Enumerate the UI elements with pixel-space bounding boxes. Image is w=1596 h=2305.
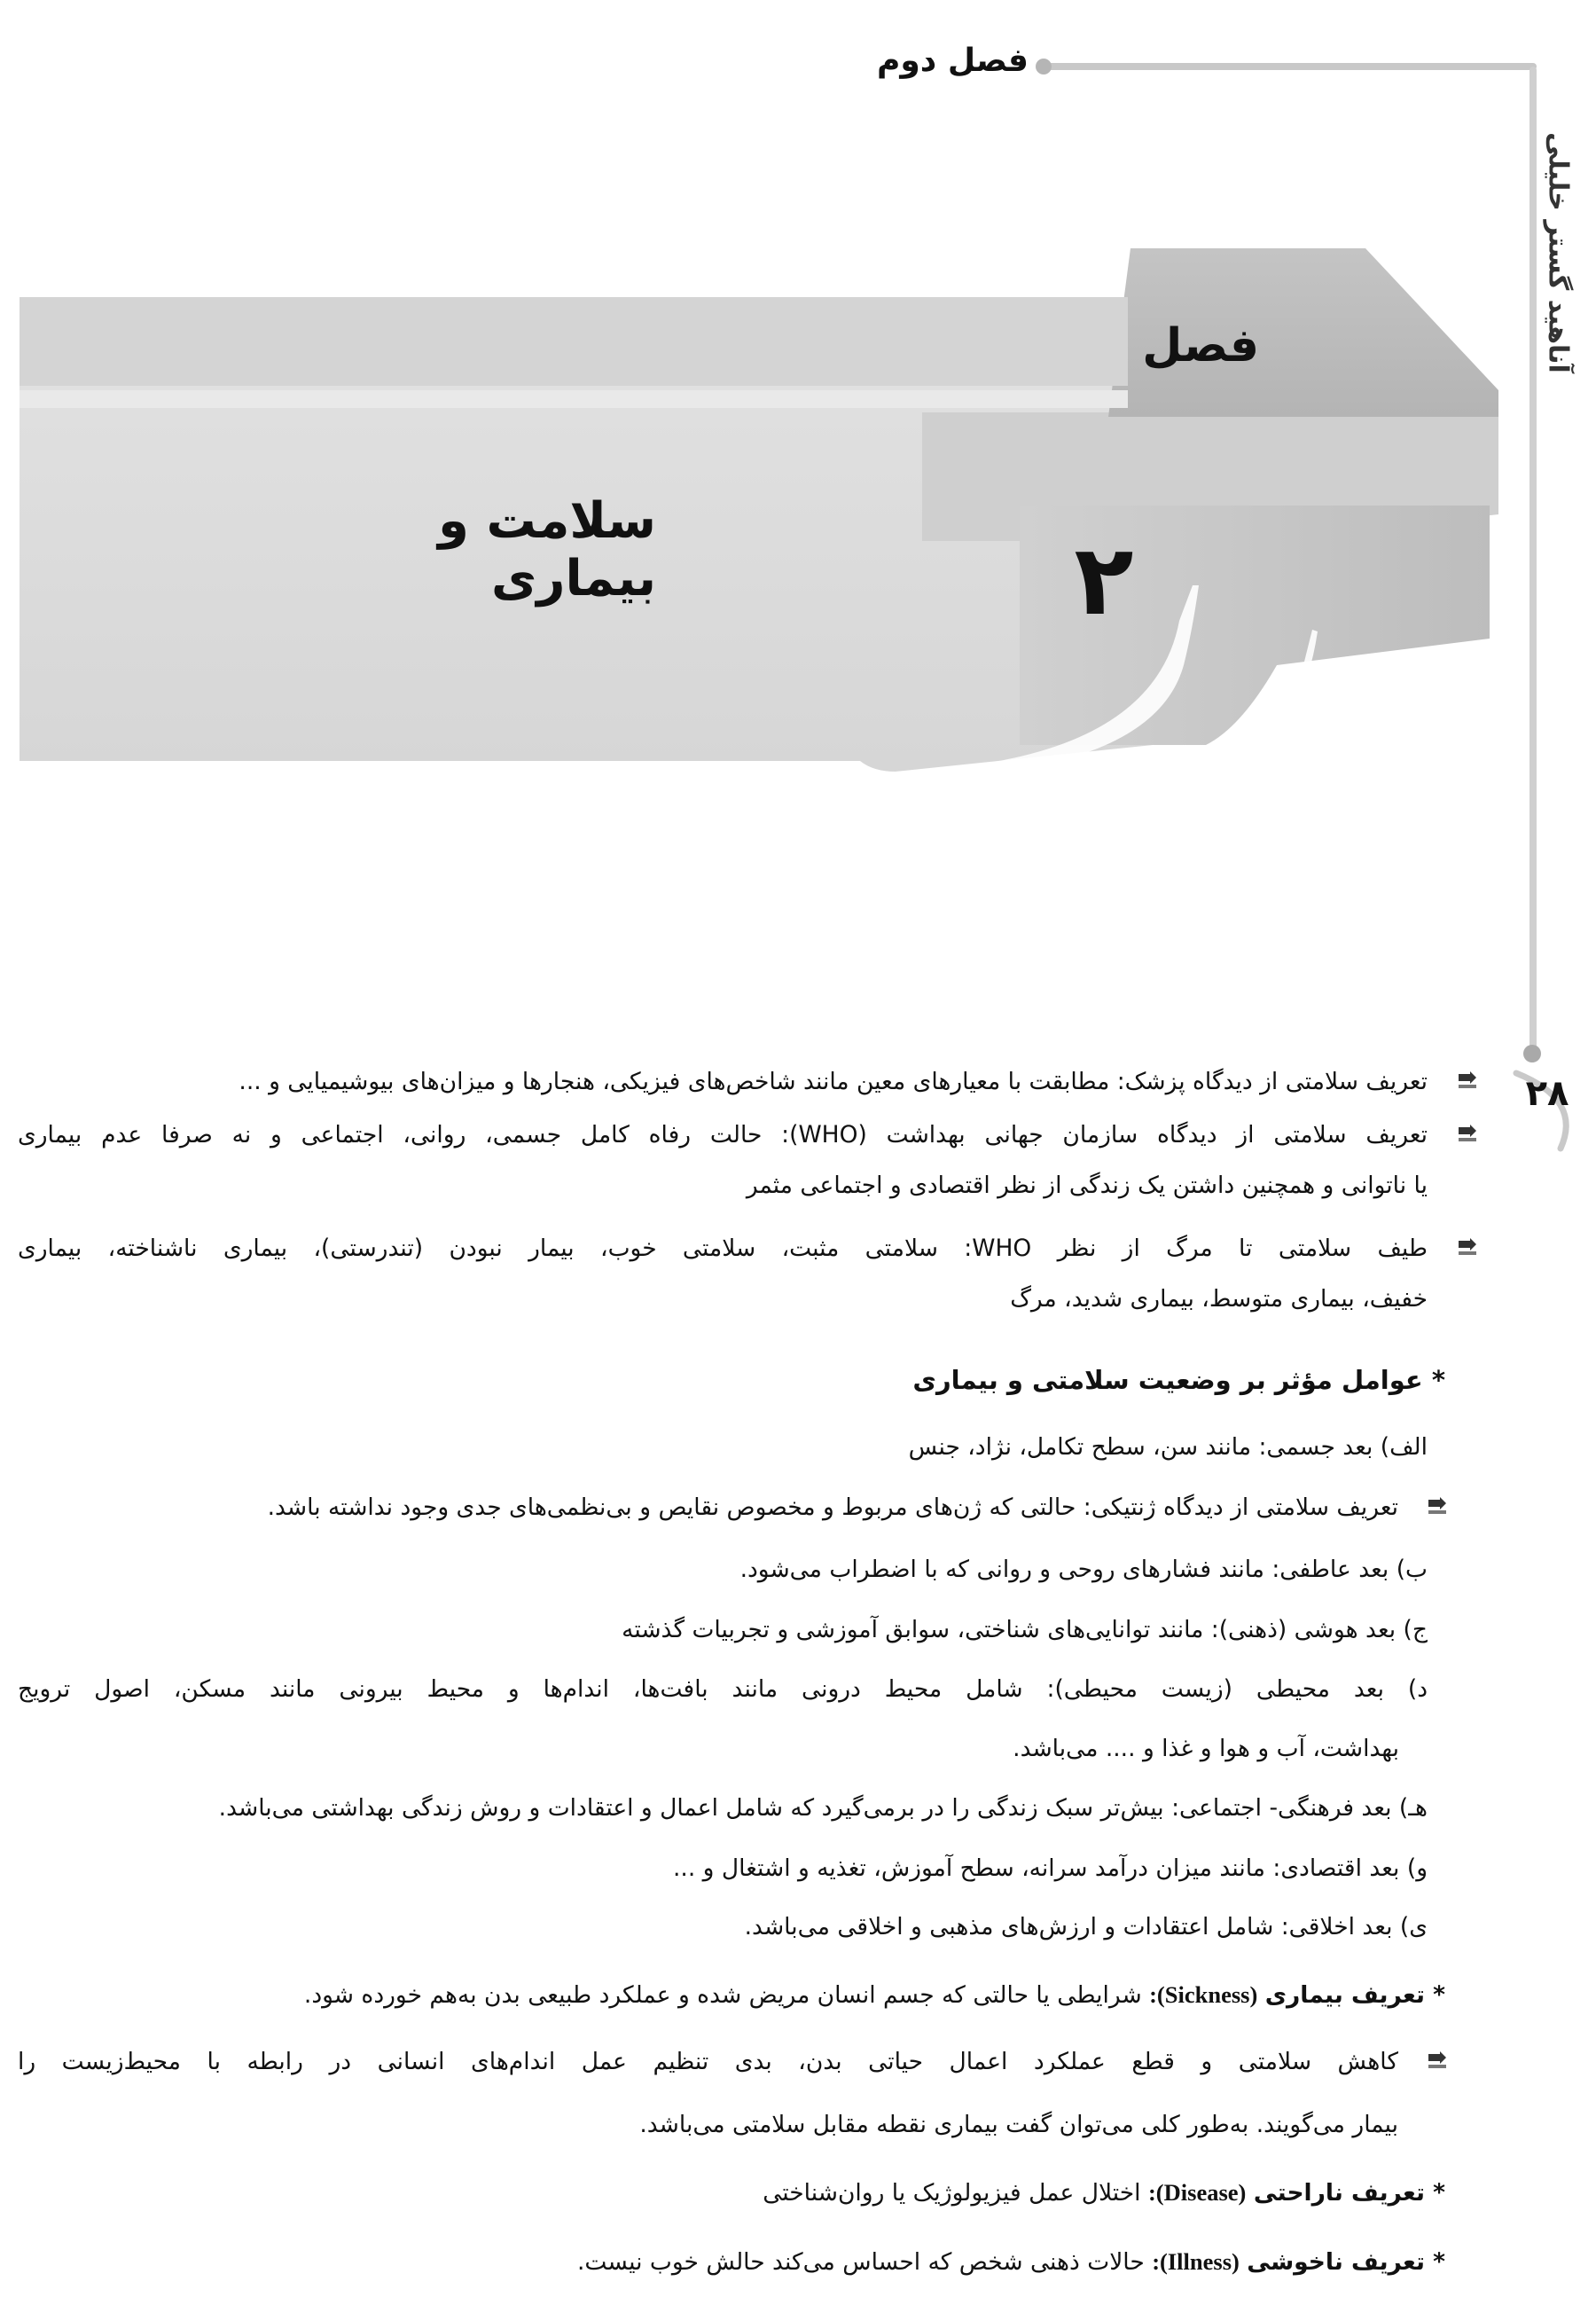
factor-economic: و) بعد اقتصادی: مانند میزان درآمد سرانه، سطح آموزش، تغذیه و اشتغال و ... xyxy=(672,1854,1428,1882)
bullet-text-who-definition-cont: یا ناتوانی و همچنین داشتن یک زندگی از نظر اقتصادی و اجتماعی مثمر xyxy=(746,1172,1428,1199)
definition-term: (Illness): xyxy=(1152,2248,1240,2275)
factor-ethical: ی) بعد اخلاقی: شامل اعتقادات و ارزش‌های مذهبی و اخلاقی می‌باشد. xyxy=(744,1913,1428,1940)
running-header-chapter: فصل دوم xyxy=(877,43,1029,79)
bullet-text-health-spectrum-cont: خفیف، بیماری متوسط، بیماری شدید، مرگ xyxy=(1010,1285,1428,1313)
factor-intellectual: ج) بعد هوشی (ذهنی): مانند توانایی‌های شناختی، سوابق آموزشی و تجربیات گذشته xyxy=(622,1616,1428,1643)
bullet-text-sickness-reduction-cont: بیمار می‌گویند. به‌طور کلی می‌توان گفت بیماری نقطه مقابل سلامتی می‌باشد. xyxy=(639,2111,1398,2138)
definition-text: شرایطی یا حالتی که جسم انسان مریض شده و عملکرد طبیعی بدن به‌هم خورده شود. xyxy=(303,1981,1142,2009)
chapter-title: سلامت و بیماری xyxy=(438,492,656,608)
bullet-text-who-definition: تعریف سلامتی از دیدگاه سازمان جهانی بهداشت (WHO): حالت رفاه کامل جسمی، روانی، اجتماعی و نه صرفا عدم بیماری xyxy=(18,1121,1428,1149)
bullet-text-medical-definition: تعریف سلامتی از دیدگاه پزشک: مطابقت با معیارهای معین مانند شاخص‌های فیزیکی، هنجارها و میزان‌های بیوشیمیایی و ... xyxy=(239,1068,1428,1095)
definition-disease xyxy=(763,2175,1445,2211)
bullet-text-genetic-definition: تعریف سلامتی از دیدگاه ژنتیکی: حالتی که ژن‌های مربوط و مخصوص نقایص و بی‌نظمی‌های جدی وجود نداشته باشد. xyxy=(267,1494,1398,1521)
factor-cultural-social: هـ) بعد فرهنگی- اجتماعی: بیش‌تر سبک زندگی را در برمی‌گیرد که شامل اعمال و اعتقادات و روش زندگی بهداشتی می‌باشد. xyxy=(218,1794,1428,1822)
section-heading-factors: * عوامل مؤثر بر وضعیت سلامتی و بیماری xyxy=(912,1365,1445,1395)
chapter-word: فصل xyxy=(1142,319,1259,372)
definition-label: * تعریف ناراحتی xyxy=(1253,2179,1445,2207)
definition-term: (Disease): xyxy=(1147,2179,1247,2206)
bullet-text-sickness-reduction: کاهش سلامتی و قطع عملکرد اعمال حیاتی بدن، بدی تنظیم عمل اندام‌های انسانی در رابطه با محیط‌زیست را xyxy=(18,2048,1398,2075)
chapter-banner xyxy=(0,248,1498,780)
bullet-icon xyxy=(1456,1122,1479,1145)
page-number: ۲۸ xyxy=(1525,1073,1569,1114)
definition-label: * تعریف ناخوشی xyxy=(1247,2248,1445,2276)
factor-environmental: د) بعد محیطی (زیست محیطی): شامل محیط درونی مانند بافت‌ها، اندام‌ها و محیط بیرونی مانند مسکن، اصول ترویج xyxy=(18,1675,1428,1703)
bullet-icon xyxy=(1456,1069,1479,1092)
bullet-icon xyxy=(1426,2049,1449,2072)
factor-environmental-cont: بهداشت، آب و هوا و غذا و .... می‌باشد. xyxy=(1013,1735,1399,1762)
publisher-logo: آناهید گستر خلیلی xyxy=(1542,132,1574,373)
bullet-icon xyxy=(1426,1494,1449,1517)
definition-sickness xyxy=(304,1977,1445,2013)
definition-text: اختلال عمل فیزیولوژیک یا روان‌شناختی xyxy=(763,2179,1141,2207)
factor-physical: الف) بعد جسمی: مانند سن، سطح تکامل، نژاد، جنس xyxy=(908,1433,1428,1461)
header-dot-ornament xyxy=(1036,59,1052,74)
header-rule xyxy=(1044,63,1537,70)
definition-illness xyxy=(577,2244,1445,2280)
bullet-icon xyxy=(1456,1235,1479,1258)
factor-emotional: ب) بعد عاطفی: مانند فشارهای روحی و روانی که با اضطراب می‌شود. xyxy=(739,1556,1428,1583)
definition-term: (Sickness): xyxy=(1149,1981,1258,2008)
definition-text: حالات ذهنی شخص که احساس می‌کند حالش خوب نیست. xyxy=(577,2248,1145,2276)
definition-label: * تعریف بیماری xyxy=(1264,1981,1445,2009)
bullet-text-health-spectrum: طیف سلامتی تا مرگ از نظر WHO: سلامتی مثبت، سلامتی خوب، بیمار نبودن (تندرستی)، بیماری ناشناخته، بیماری xyxy=(18,1235,1428,1262)
chapter-number: ۲ xyxy=(1074,523,1134,637)
